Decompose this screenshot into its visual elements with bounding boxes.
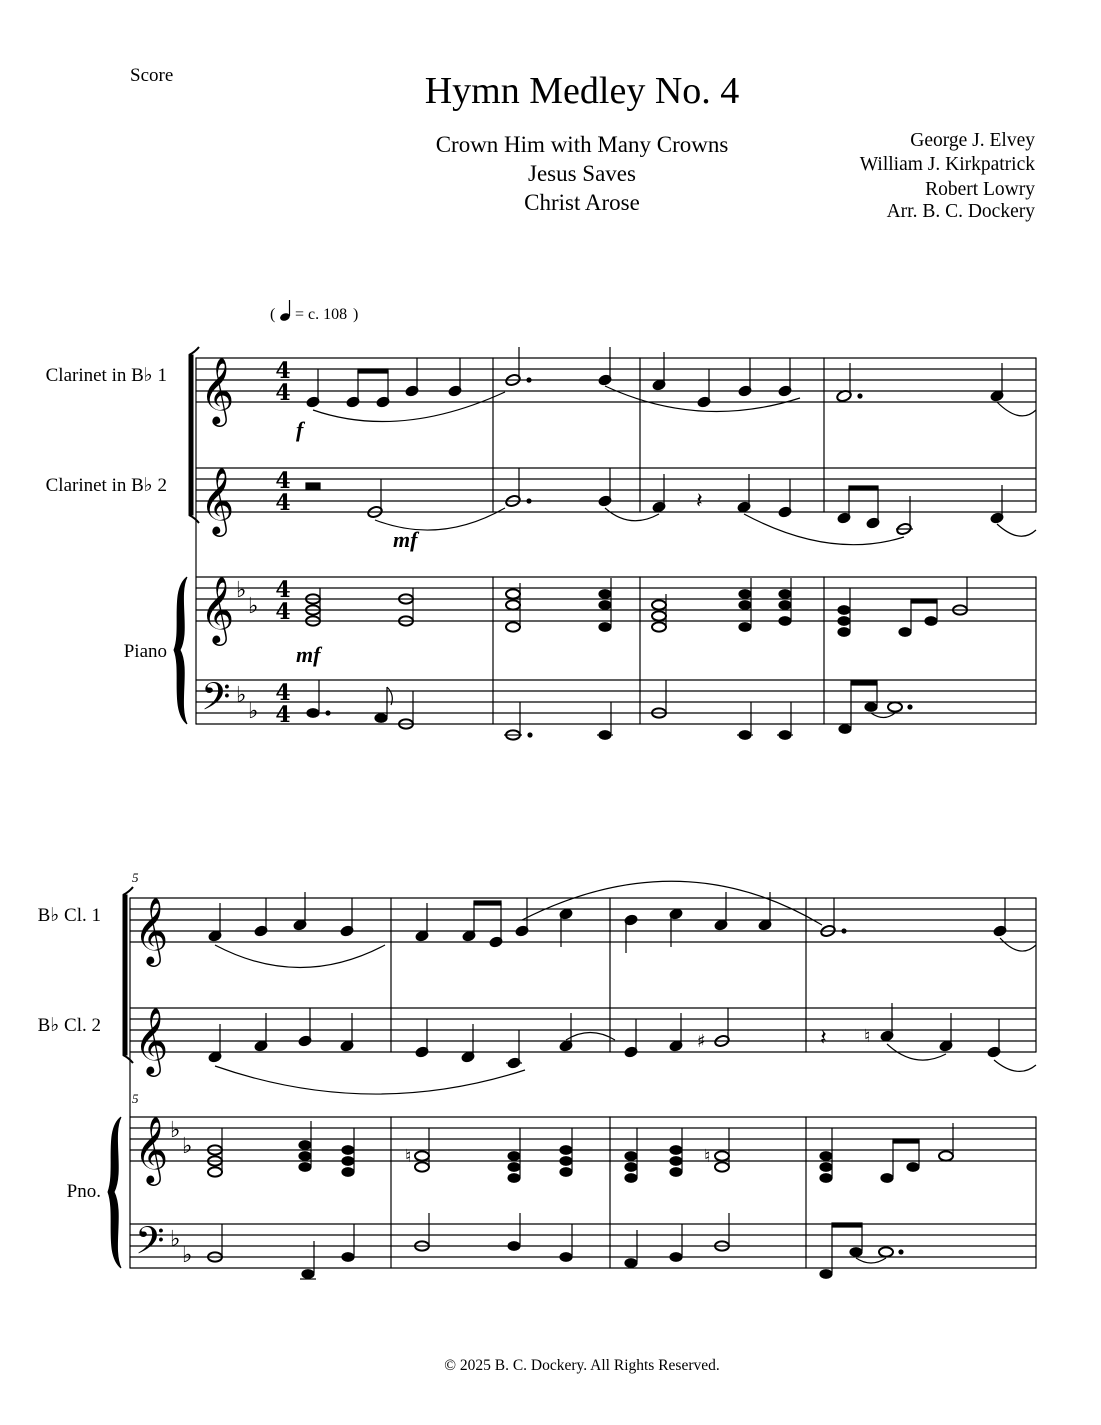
subtitle-hymn-1: Crown Him with Many Crowns — [435, 132, 729, 157]
instrument-label-cl1-short: B♭ Cl. 1 — [37, 905, 101, 926]
treble-clef-piano-s2: 𝄞 — [134, 1115, 169, 1183]
time-sig-top: 4 — [275, 577, 291, 603]
time-sig-bottom: 4 — [275, 490, 291, 516]
svg-text:♮: ♮ — [405, 1146, 412, 1167]
instrument-label-piano: Piano — [123, 641, 167, 662]
composer-3: Robert Lowry — [925, 179, 1035, 200]
notes-cl2-s2 — [208, 1003, 1036, 1094]
svg-text:♭: ♭ — [248, 699, 259, 724]
svg-text:♮: ♮ — [864, 1026, 871, 1047]
svg-text:♭: ♭ — [248, 594, 259, 619]
svg-text:♭: ♭ — [170, 1227, 181, 1252]
treble-clef-cl1: 𝄞 — [200, 356, 235, 424]
dynamic-mezzo-forte: mf — [393, 527, 418, 552]
treble-clef-piano: 𝄞 — [200, 575, 235, 643]
score-label: Score — [130, 65, 174, 86]
time-sig-bottom: 4 — [275, 599, 291, 625]
svg-text:𝄽: 𝄽 — [820, 1026, 827, 1051]
instrument-label-piano-short: Pno. — [66, 1181, 101, 1202]
treble-clef-cl2-s2: 𝄞 — [134, 1006, 169, 1074]
arranger: Arr. B. C. Dockery — [886, 201, 1035, 222]
svg-text:♭: ♭ — [236, 683, 247, 708]
notes-cl1-s2 — [208, 881, 1036, 967]
svg-text:♭: ♭ — [170, 1118, 181, 1143]
time-sig-top: 4 — [275, 358, 291, 384]
treble-clef-cl1-s2: 𝄞 — [134, 896, 169, 964]
staff-piano-bass — [196, 680, 1036, 724]
svg-text:𝄽: 𝄽 — [696, 489, 703, 514]
staff-piano-treble — [196, 577, 1036, 621]
subtitle-hymn-2: Jesus Saves — [528, 161, 636, 186]
measure-number-5: 5 — [132, 870, 139, 885]
staff-piano-bass-system-2 — [130, 1224, 1036, 1268]
copyright-notice: © 2025 B. C. Dockery. All Rights Reserved. — [444, 1357, 720, 1374]
instrument-label-cl2-short: B♭ Cl. 2 — [37, 1015, 101, 1036]
subtitle-hymn-3: Christ Arose — [524, 190, 640, 215]
tempo-paren-open: ( — [270, 306, 276, 323]
bracket-clarinets-2 — [123, 895, 127, 1055]
tempo-paren-close: ) — [353, 306, 359, 323]
treble-clef-cl2: 𝄞 — [200, 466, 235, 534]
bass-clef-piano: 𝄢 — [201, 674, 231, 728]
instrument-label-clarinet-1: Clarinet in B♭ 1 — [45, 365, 167, 386]
svg-text:♭: ♭ — [236, 578, 247, 603]
dynamic-mezzo-forte: mf — [296, 642, 321, 667]
time-sig-top: 4 — [275, 468, 291, 494]
time-sig-bottom: 4 — [275, 702, 291, 728]
brace-piano-2 — [108, 1117, 121, 1268]
tempo-value: = c. 108 — [295, 306, 348, 323]
svg-text:♮: ♮ — [704, 1146, 711, 1167]
composer-2: William J. Kirkpatrick — [859, 154, 1035, 175]
svg-text:♭: ♭ — [182, 1243, 193, 1268]
barlines-system-2 — [130, 898, 1036, 1268]
composer-1: George J. Elvey — [910, 130, 1035, 151]
bass-clef-piano-s2: 𝄢 — [135, 1218, 165, 1272]
bracket-clarinets — [189, 355, 193, 515]
instrument-label-clarinet-2: Clarinet in B♭ 2 — [45, 475, 167, 496]
time-sig-top: 4 — [275, 680, 291, 706]
time-sig-bottom: 4 — [275, 380, 291, 406]
dynamic-forte: f — [296, 417, 304, 442]
svg-text:♯: ♯ — [697, 1031, 706, 1052]
notes-piano-treble-s2 — [208, 1121, 953, 1182]
brace-piano — [174, 577, 187, 724]
staff-clarinet-1 — [196, 358, 1036, 402]
notes-piano-bass-s1 — [307, 680, 912, 740]
score-title: Hymn Medley No. 4 — [424, 70, 740, 112]
notes-piano-treble-s1 — [306, 577, 967, 636]
svg-text:♭: ♭ — [182, 1134, 193, 1159]
measure-number-5-piano: 5 — [132, 1091, 139, 1106]
